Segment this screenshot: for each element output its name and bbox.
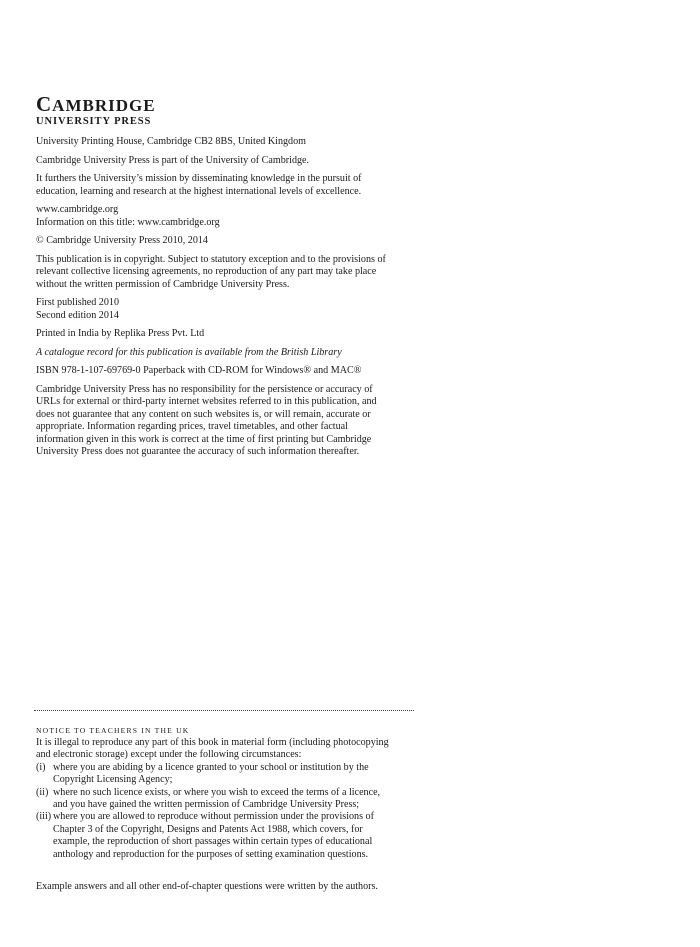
clause-number: (ii) [36, 786, 49, 798]
clause-text: where no such licence exists, or where you wish to exceed the terms of a licence, and you have gained the written permission of Cambridge University Press; [53, 786, 381, 811]
imprint-block [36, 136, 386, 465]
publisher-name: CAMBRIDGE [36, 92, 156, 116]
notice-heading: NOTICE TO TEACHERS IN THE UK [36, 726, 190, 735]
about-university: Cambridge University Press is part of the University of Cambridge. [36, 154, 310, 166]
disclaimer: Cambridge University Press has no responsibility for the persistence or accuracy of URLs for external or third-party internet websites referred to in this publication, and does not guarantee that any content on such websites is, or will remain, accurate or appropriate. Information regarding prices, travel timetables, and other factual information given in this work is correct at the time of first printing but Cambridge University Press does not guarantee the accuracy of such information thereafter. [36, 383, 377, 457]
website-url: www.cambridge.org [36, 204, 119, 216]
notice-clause [36, 811, 396, 861]
notice-clause [36, 762, 396, 787]
clause-number: (i) [36, 761, 46, 773]
publisher-address: University Printing House, Cambridge CB2 8BS, United Kingdom [36, 136, 307, 147]
dotted-divider [34, 710, 414, 711]
copyright-notice: This publication is in copyright. Subject to statutory exception and to the provisions of relevant collective licensing agreements, no reproduction of any part may take place without the written permission of Cambridge University Press. [36, 253, 386, 290]
catalogue-record: A catalogue record for this publication is available from the British Library [36, 346, 342, 358]
notice-clause [36, 787, 396, 812]
publisher-subtitle: UNIVERSITY PRESS [36, 116, 152, 127]
first-edition: First published 2010 [36, 297, 119, 309]
notice-to-teachers [36, 725, 396, 861]
mission-statement: It furthers the University’s mission by disseminating knowledge in the pursuit of education, learning and research at the highest international levels of excellence. [36, 173, 362, 197]
authors-note: Example answers and all other end-of-chapter questions were written by the authors. [36, 881, 378, 892]
clause-text: where you are abiding by a licence granted to your school or institution by the Copyright Licensing Agency; [53, 761, 369, 786]
title-info: Information on this title: www.cambridge.org [36, 216, 220, 228]
isbn: ISBN 978-1-107-69769-0 Paperback with CD-ROM for Windows® and MAC® [36, 365, 362, 377]
publisher-logo [36, 92, 156, 128]
printed-by: Printed in India by Replika Press Pvt. Ltd [36, 328, 205, 340]
clause-text: where you are allowed to reproduce without permission under the provisions of Chapter 3 of the Copyright, Designs and Patents Act 1988, which covers, for example, the reproduction of short passages within certain types of educational anthology and reproduction for the purposes of setting examination questions. [53, 811, 374, 860]
notice-intro: It is illegal to reproduce any part of this book in material form (including photocopying and electronic storage) except under the following circumstances: [36, 737, 389, 761]
second-edition: Second edition 2014 [36, 309, 119, 321]
copyright-line: © Cambridge University Press 2010, 2014 [36, 235, 208, 247]
clause-number: (iii) [36, 811, 52, 823]
